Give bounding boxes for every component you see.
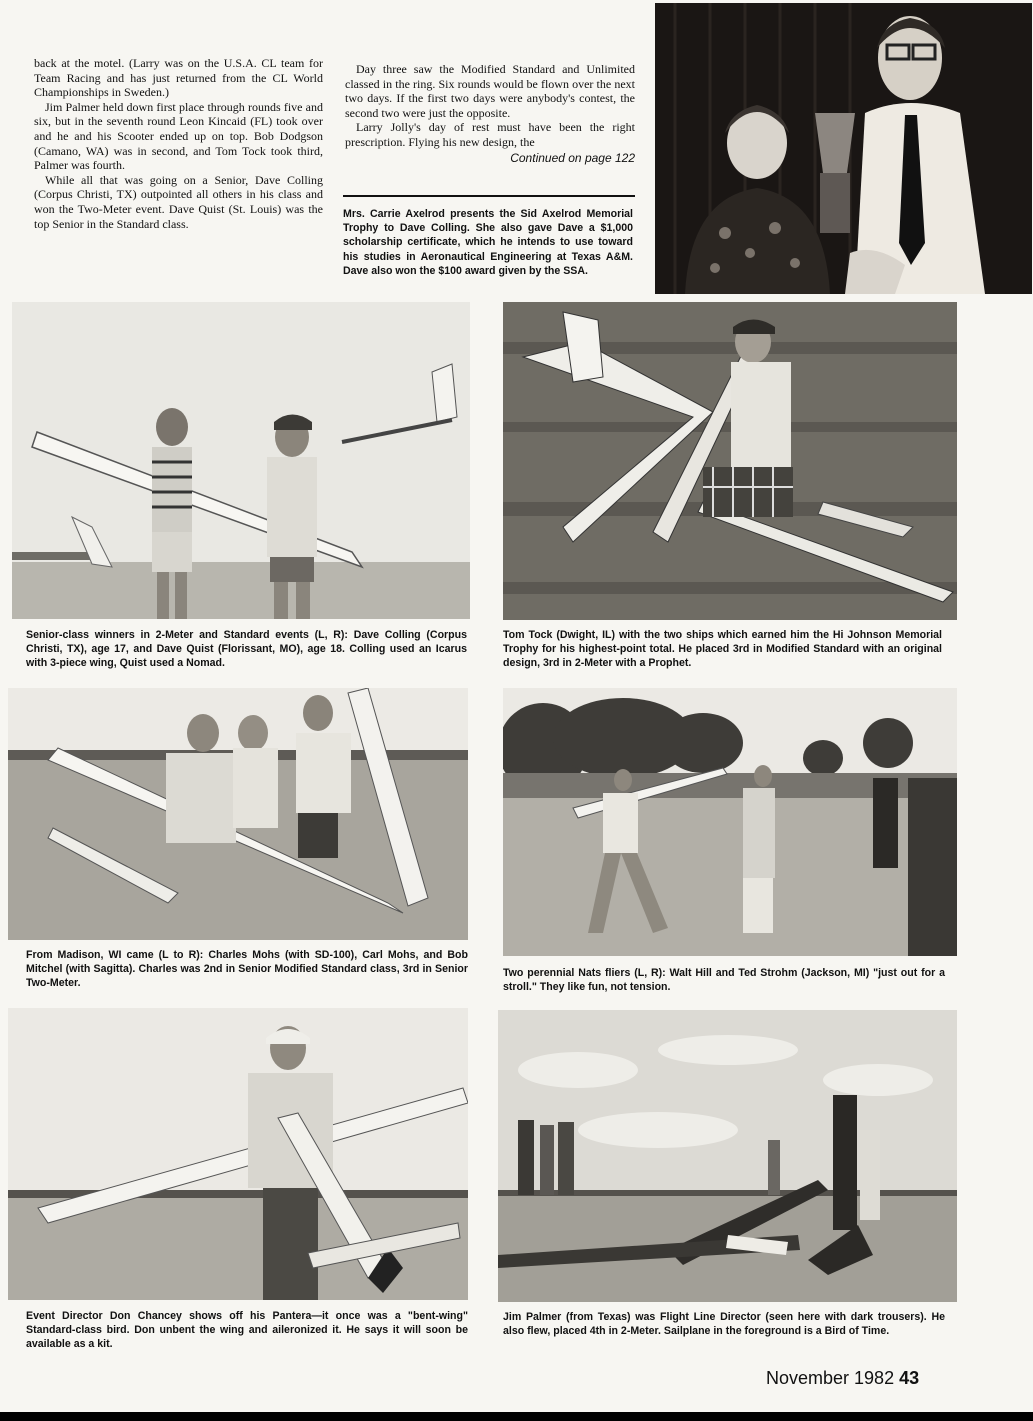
photo-trophy-presentation: [655, 3, 1032, 294]
caption-senior-winners: Senior-class winners in 2-Meter and Standard events (L, R): Dave Colling (Corpus Christi, TX), age 17, and Dave Quist (Florissant, MO), age 18. Colling used an Icarus with 3-piece wing, Quist used a Nomad.: [26, 629, 467, 670]
photo-don-chancey: [8, 1008, 468, 1300]
caption-perennial: Two perennial Nats fliers (L, R): Walt Hill and Ted Strohm (Jackson, MI) "just out for a stroll." They like fun, not tension.: [503, 967, 945, 994]
page-folio: [766, 1368, 919, 1389]
text-column-left: [34, 56, 323, 231]
caption-chancey: Event Director Don Chancey shows off his Pantera—it once was a "bent-wing" Standard-class bird. Don unbent the wing and aileronized it. He says it will soon be available as a kit.: [26, 1310, 468, 1351]
photo-jim-palmer: [498, 1010, 957, 1302]
paragraph: Jim Palmer held down first place through rounds five and six, but in the seventh round Leon Kincaid (FL) took over and he and his Scooter ended up on top. Bob Dodgson (Camano, WA) was in second, and Tom Tock took third, Palmer was fourth.: [34, 99, 323, 173]
paragraph: Larry Jolly's day of rest must have been the right prescription. Flying his new design, the: [345, 120, 635, 149]
caption-palmer: Jim Palmer (from Texas) was Flight Line Director (seen here with dark trousers). He also flew, placed 4th in 2-Meter. Sailplane in the foreground is a Bird of Time.: [503, 1311, 945, 1338]
page-number: 43: [899, 1368, 920, 1388]
paragraph: Day three saw the Modified Standard and Unlimited classed in the ring. Six rounds would be flown over the next two days. If the first two days were anybody's contest, the second two were just the opposite.: [345, 62, 635, 120]
caption-award: Mrs. Carrie Axelrod presents the Sid Axelrod Memorial Trophy to Dave Colling. She also gave Dave a $1,000 scholarship certificate, which he intends to use toward his studies in Aeronautical Engineering at Texas A&M. Dave also won the $100 award given by the SSA.: [343, 208, 633, 277]
photo-senior-winners: [12, 302, 470, 619]
column-rule: [343, 195, 635, 197]
photo-perennial-fliers: [503, 688, 957, 956]
photo-madison-group: [8, 688, 468, 940]
issue-date: November 1982: [766, 1368, 895, 1388]
photo-tom-tock: [503, 302, 957, 620]
text-column-right: [345, 62, 635, 165]
paragraph: back at the motel. (Larry was on the U.S.A. CL team for Team Racing and has just returned from the CL World Championships in Sweden.): [34, 56, 323, 100]
continued-notice: Continued on page 122: [510, 150, 635, 165]
paragraph: While all that was going on a Senior, Dave Colling (Corpus Christi, TX) outpointed all others in his class and won the Two-Meter event. Dave Quist (St. Louis) was the top Senior in the Standard class.: [34, 172, 323, 231]
caption-madison: From Madison, WI came (L to R): Charles Mohs (with SD-100), Carl Mohs, and Bob Mitchel (with Sagitta). Charles was 2nd in Senior Modified Standard class, 3rd in Senior Two-Meter.: [26, 949, 468, 990]
bottom-border: [0, 1412, 1033, 1421]
caption-tom-tock: Tom Tock (Dwight, IL) with the two ships which earned him the Hi Johnson Memorial Trophy for his highest-point total. He placed 3rd in Modified Standard with an original design, 3rd in 2-Meter with a Prophet.: [503, 629, 942, 670]
